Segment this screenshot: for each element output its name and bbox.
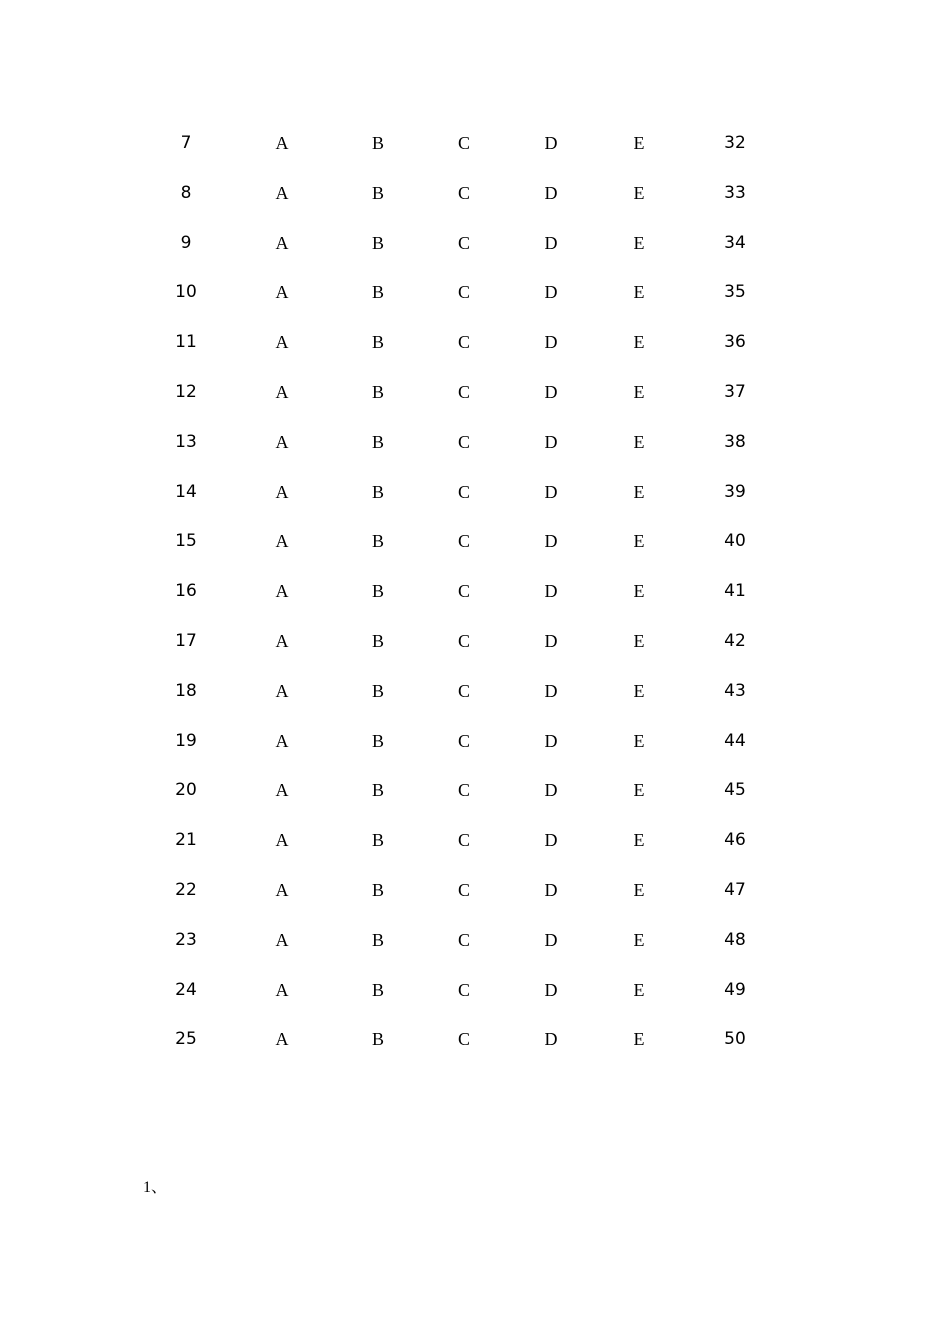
question-number-left: 23 bbox=[175, 929, 197, 950]
answer-option-c[interactable]: C bbox=[457, 929, 470, 950]
answer-option-a[interactable]: A bbox=[275, 531, 289, 552]
answer-option-b[interactable]: B bbox=[371, 232, 384, 253]
answer-option-e[interactable]: E bbox=[633, 730, 645, 751]
answer-option-a[interactable]: A bbox=[275, 282, 289, 303]
answer-option-b[interactable]: B bbox=[371, 929, 384, 950]
answer-option-e[interactable]: E bbox=[633, 232, 645, 253]
answer-row bbox=[0, 566, 950, 616]
answer-option-b[interactable]: B bbox=[371, 680, 384, 701]
question-number-right: 43 bbox=[724, 680, 746, 701]
answer-row bbox=[0, 616, 950, 666]
answer-option-b[interactable]: B bbox=[371, 431, 384, 452]
answer-option-d[interactable]: D bbox=[544, 282, 558, 303]
answer-option-d[interactable]: D bbox=[544, 630, 558, 651]
answer-option-e[interactable]: E bbox=[633, 431, 645, 452]
answer-option-c[interactable]: C bbox=[457, 531, 470, 552]
answer-option-a[interactable]: A bbox=[275, 232, 289, 253]
answer-option-d[interactable]: D bbox=[544, 1029, 558, 1050]
answer-option-b[interactable]: B bbox=[371, 979, 384, 1000]
question-number-left: 25 bbox=[175, 1029, 197, 1050]
answer-option-a[interactable]: A bbox=[275, 182, 289, 203]
answer-option-a[interactable]: A bbox=[275, 581, 289, 602]
question-number-left: 22 bbox=[175, 879, 197, 900]
answer-option-c[interactable]: C bbox=[457, 182, 470, 203]
question-number-left: 21 bbox=[175, 830, 197, 851]
answer-option-e[interactable]: E bbox=[633, 531, 645, 552]
answer-row bbox=[0, 267, 950, 317]
question-number-right: 33 bbox=[724, 182, 746, 203]
answer-row bbox=[0, 915, 950, 965]
answer-option-a[interactable]: A bbox=[275, 730, 289, 751]
answer-row bbox=[0, 815, 950, 865]
question-number-left: 16 bbox=[175, 581, 197, 602]
answer-option-b[interactable]: B bbox=[371, 282, 384, 303]
answer-option-c[interactable]: C bbox=[457, 730, 470, 751]
question-number-left: 15 bbox=[175, 531, 197, 552]
answer-option-c[interactable]: C bbox=[457, 581, 470, 602]
footnote-label: 1、 bbox=[143, 1179, 168, 1196]
answer-row bbox=[0, 516, 950, 566]
question-number-left: 9 bbox=[180, 232, 192, 253]
answer-row bbox=[0, 467, 950, 517]
answer-option-a[interactable]: A bbox=[275, 1029, 289, 1050]
question-number-left: 8 bbox=[180, 182, 192, 203]
question-number-right: 49 bbox=[724, 979, 746, 1000]
answer-option-c[interactable]: C bbox=[457, 680, 470, 701]
answer-option-a[interactable]: A bbox=[275, 630, 289, 651]
answer-option-b[interactable]: B bbox=[371, 730, 384, 751]
answer-option-d[interactable]: D bbox=[544, 879, 558, 900]
question-number-left: 7 bbox=[180, 133, 192, 153]
answer-option-d[interactable]: D bbox=[544, 730, 558, 751]
question-number-left: 10 bbox=[175, 282, 197, 303]
answer-option-d[interactable]: D bbox=[544, 979, 558, 1000]
question-number-right: 41 bbox=[724, 581, 746, 602]
question-number-left: 13 bbox=[175, 431, 197, 452]
answer-option-c[interactable]: C bbox=[457, 332, 470, 353]
question-number-right: 45 bbox=[724, 780, 746, 801]
answer-option-a[interactable]: A bbox=[275, 680, 289, 701]
answer-row bbox=[0, 367, 950, 417]
answer-option-e[interactable]: E bbox=[633, 630, 645, 651]
question-number-left: 14 bbox=[175, 481, 197, 502]
answer-row bbox=[0, 1014, 950, 1064]
question-number-right: 37 bbox=[724, 381, 746, 402]
answer-option-e[interactable]: E bbox=[633, 780, 645, 801]
question-number-left: 12 bbox=[175, 381, 197, 402]
answer-option-b[interactable]: B bbox=[371, 780, 384, 801]
answer-option-e[interactable]: E bbox=[633, 929, 645, 950]
answer-option-e[interactable]: E bbox=[633, 381, 645, 402]
answer-option-a[interactable]: A bbox=[275, 879, 289, 900]
answer-option-b[interactable]: B bbox=[371, 182, 384, 203]
answer-option-e[interactable]: E bbox=[633, 481, 645, 502]
answer-option-e[interactable]: E bbox=[633, 581, 645, 602]
answer-row bbox=[0, 765, 950, 815]
answer-option-e[interactable]: E bbox=[633, 133, 645, 153]
answer-option-d[interactable]: D bbox=[544, 182, 558, 203]
question-number-right: 34 bbox=[724, 232, 746, 253]
answer-option-c[interactable]: C bbox=[457, 1029, 470, 1050]
answer-table bbox=[0, 118, 950, 1064]
question-number-right: 50 bbox=[724, 1029, 746, 1050]
answer-row bbox=[0, 218, 950, 268]
question-number-right: 38 bbox=[724, 431, 746, 452]
question-number-left: 17 bbox=[175, 630, 197, 651]
question-number-right: 32 bbox=[724, 133, 746, 153]
answer-option-c[interactable]: C bbox=[457, 232, 470, 253]
answer-option-b[interactable]: B bbox=[371, 630, 384, 651]
question-number-left: 11 bbox=[175, 332, 197, 353]
answer-option-b[interactable]: B bbox=[371, 332, 384, 353]
answer-option-a[interactable]: A bbox=[275, 381, 289, 402]
answer-option-b[interactable]: B bbox=[371, 581, 384, 602]
answer-option-a[interactable]: A bbox=[275, 332, 289, 353]
question-number-left: 18 bbox=[175, 680, 197, 701]
answer-option-d[interactable]: D bbox=[544, 431, 558, 452]
question-number-right: 36 bbox=[724, 332, 746, 353]
answer-option-c[interactable]: C bbox=[457, 879, 470, 900]
question-number-right: 47 bbox=[724, 879, 746, 900]
answer-row bbox=[0, 716, 950, 766]
question-number-left: 20 bbox=[175, 780, 197, 801]
question-number-right: 35 bbox=[724, 282, 746, 303]
answer-option-d[interactable]: D bbox=[544, 332, 558, 353]
question-number-right: 40 bbox=[724, 531, 746, 552]
answer-option-a[interactable]: A bbox=[275, 979, 289, 1000]
answer-option-a[interactable]: A bbox=[275, 481, 289, 502]
answer-option-d[interactable]: D bbox=[544, 780, 558, 801]
question-number-right: 48 bbox=[724, 929, 746, 950]
answer-option-a[interactable]: A bbox=[275, 929, 289, 950]
answer-option-e[interactable]: E bbox=[633, 282, 645, 303]
answer-option-c[interactable]: C bbox=[457, 780, 470, 801]
answer-option-e[interactable]: E bbox=[633, 879, 645, 900]
answer-option-b[interactable]: B bbox=[371, 133, 384, 153]
question-number-right: 42 bbox=[724, 630, 746, 651]
answer-option-d[interactable]: D bbox=[544, 581, 558, 602]
question-number-left: 24 bbox=[175, 979, 197, 1000]
answer-option-d[interactable]: D bbox=[544, 680, 558, 701]
answer-option-b[interactable]: B bbox=[371, 879, 384, 900]
answer-option-c[interactable]: C bbox=[457, 282, 470, 303]
answer-option-d[interactable]: D bbox=[544, 381, 558, 402]
question-number-right: 44 bbox=[724, 730, 746, 751]
answer-option-d[interactable]: D bbox=[544, 232, 558, 253]
answer-option-b[interactable]: B bbox=[371, 830, 384, 851]
answer-option-c[interactable]: C bbox=[457, 431, 470, 452]
answer-option-a[interactable]: A bbox=[275, 830, 289, 851]
answer-option-e[interactable]: E bbox=[633, 182, 645, 203]
answer-option-e[interactable]: E bbox=[633, 979, 645, 1000]
answer-option-d[interactable]: D bbox=[544, 481, 558, 502]
answer-option-e[interactable]: E bbox=[633, 830, 645, 851]
answer-option-c[interactable]: C bbox=[457, 481, 470, 502]
question-number-right: 39 bbox=[724, 481, 746, 502]
answer-row bbox=[0, 666, 950, 716]
answer-option-d[interactable]: D bbox=[544, 929, 558, 950]
answer-option-b[interactable]: B bbox=[371, 381, 384, 402]
question-number-right: 46 bbox=[724, 830, 746, 851]
answer-option-e[interactable]: E bbox=[633, 1029, 645, 1050]
answer-option-c[interactable]: C bbox=[457, 979, 470, 1000]
answer-row bbox=[0, 118, 950, 168]
answer-option-a[interactable]: A bbox=[275, 431, 289, 452]
answer-row bbox=[0, 168, 950, 218]
answer-option-c[interactable]: C bbox=[457, 133, 470, 153]
answer-option-c[interactable]: C bbox=[457, 381, 470, 402]
answer-option-c[interactable]: C bbox=[457, 630, 470, 651]
answer-row bbox=[0, 865, 950, 915]
question-number-left: 19 bbox=[175, 730, 197, 751]
answer-option-e[interactable]: E bbox=[633, 332, 645, 353]
answer-row bbox=[0, 417, 950, 467]
answer-option-b[interactable]: B bbox=[371, 531, 384, 552]
answer-option-d[interactable]: D bbox=[544, 531, 558, 552]
answer-option-b[interactable]: B bbox=[371, 481, 384, 502]
answer-option-a[interactable]: A bbox=[275, 780, 289, 801]
answer-option-d[interactable]: D bbox=[544, 133, 558, 153]
answer-option-c[interactable]: C bbox=[457, 830, 470, 851]
answer-row bbox=[0, 317, 950, 367]
answer-row bbox=[0, 965, 950, 1015]
answer-option-a[interactable]: A bbox=[275, 133, 289, 153]
answer-option-d[interactable]: D bbox=[544, 830, 558, 851]
answer-option-e[interactable]: E bbox=[633, 680, 645, 701]
answer-option-b[interactable]: B bbox=[371, 1029, 384, 1050]
